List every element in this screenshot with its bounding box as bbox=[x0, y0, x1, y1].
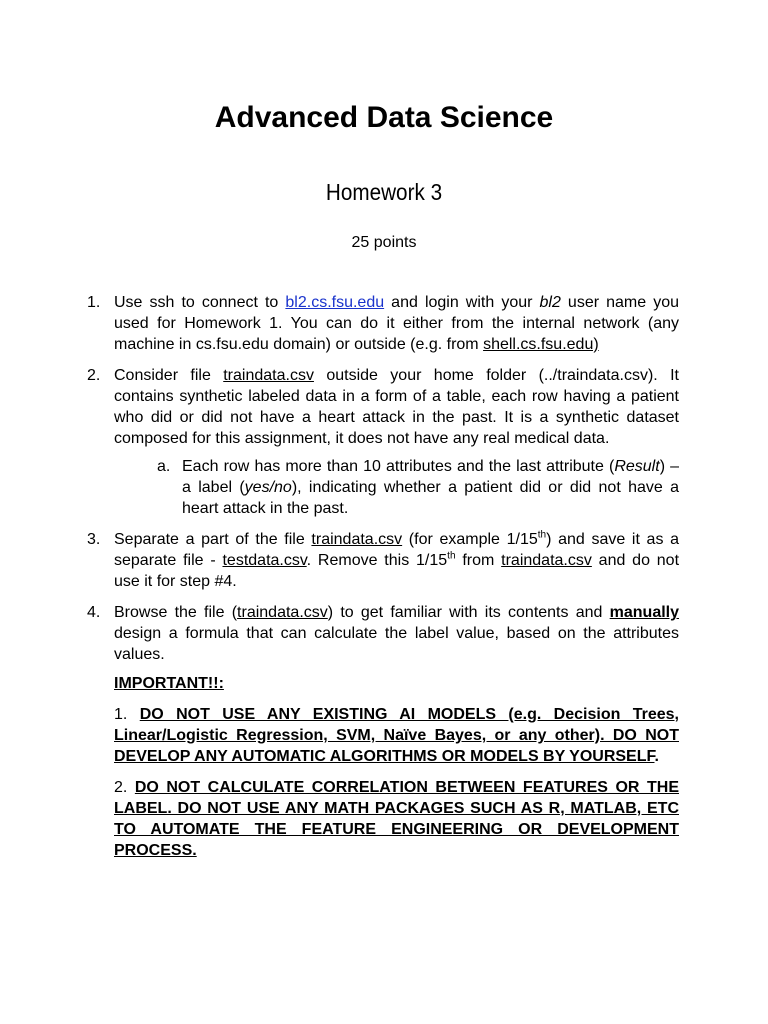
list-item-1 bbox=[87, 292, 679, 355]
rule-text: DO NOT USE ANY EXISTING AI MODELS (e.g. Decision Trees, Linear/Logistic Regression, SVM, Naïve Bayes, or any other). DO NOT DEVELOP ANY AUTOMATIC ALGORITHMS OR MODELS BY YOURSELF bbox=[114, 706, 679, 765]
item-text-italic: Result bbox=[614, 458, 660, 475]
item-text: and do not use it for step #4. bbox=[114, 552, 680, 590]
page-title: Advanced Data Science bbox=[214, 101, 554, 134]
list-item-3 bbox=[87, 529, 679, 592]
item-text: Consider file bbox=[114, 367, 224, 384]
item-text: ), indicating whether a patient did or did not have a heart attack in the past. bbox=[182, 479, 680, 517]
item-text: design a formula that can calculate the label value, based on the attributes values. bbox=[114, 625, 679, 663]
item-number: 1. bbox=[87, 294, 101, 311]
rule-number: 2. bbox=[114, 779, 135, 796]
page-subtitle: Homework 3 bbox=[325, 179, 443, 205]
rule-text: DO NOT CALCULATE CORRELATION BETWEEN FEATURES OR THE LABEL. DO NOT USE ANY MATH PACKAGES SUCH AS R, MATLAB, ETC TO AUTOMATE THE FEATURE ENGINEERING OR DEVELOPMENT PROCESS. bbox=[114, 779, 679, 859]
file-name: testdata.csv bbox=[222, 552, 307, 569]
item-text: ) – a label ( bbox=[182, 458, 680, 496]
important-rule-2 bbox=[87, 777, 679, 861]
item-text-italic: yes/no bbox=[244, 479, 292, 496]
bl2-link[interactable]: bl2.cs.fsu.edu bbox=[285, 294, 385, 311]
file-name: traindata.csv bbox=[223, 367, 314, 384]
list-item-4 bbox=[87, 602, 679, 665]
rule-number: 1. bbox=[114, 706, 140, 723]
sub-item-letter: a. bbox=[157, 458, 171, 475]
file-name: traindata.csv bbox=[237, 604, 328, 621]
list-item-2 bbox=[87, 365, 679, 449]
item-text: (for example 1/15 bbox=[402, 531, 538, 548]
emphasis-manually: manually bbox=[609, 604, 680, 621]
item-text: ) and save it as a separate file - bbox=[114, 531, 680, 569]
file-name: traindata.csv bbox=[501, 552, 592, 569]
important-heading: IMPORTANT!!: bbox=[114, 675, 224, 692]
superscript: th bbox=[537, 529, 547, 541]
item-text: Browse the file ( bbox=[114, 604, 238, 621]
item-number: 2. bbox=[87, 367, 101, 384]
item-text: from bbox=[455, 552, 502, 569]
instructions-list bbox=[87, 292, 679, 861]
item-text-italic: bl2 bbox=[539, 294, 561, 311]
shell-link[interactable]: shell.cs.fsu.edu) bbox=[483, 336, 599, 353]
item-number: 3. bbox=[87, 531, 101, 548]
rule-text-end: . bbox=[654, 748, 659, 765]
item-number: 4. bbox=[87, 604, 101, 621]
item-text: Use ssh to connect to bbox=[114, 294, 286, 311]
important-rule-1 bbox=[87, 704, 679, 767]
item-text: outside your home folder (../traindata.csv). It contains synthetic labeled data in a form of a table, each row having a patient who did or did not have a heart attack in the past. It is a synthetic dataset composed for this assignment, it does not have any real medical data. bbox=[114, 367, 679, 447]
item-text: Separate a part of the file bbox=[114, 531, 312, 548]
item-text: . Remove this 1/15 bbox=[306, 552, 448, 569]
sub-item-a bbox=[87, 456, 679, 519]
points-label: 25 points bbox=[351, 234, 417, 251]
superscript: th bbox=[447, 550, 456, 562]
item-text: Each row has more than 10 attributes and the last attribute ( bbox=[182, 458, 615, 475]
item-text: ) to get familiar with its contents and bbox=[327, 604, 610, 621]
file-name: traindata.csv bbox=[311, 531, 403, 548]
item-text: user name you used for Homework 1. You can do it either from the internal network (any machine in cs.fsu.edu domain) or outside (e.g. from bbox=[114, 294, 680, 353]
item-text: and login with your bbox=[384, 294, 540, 311]
